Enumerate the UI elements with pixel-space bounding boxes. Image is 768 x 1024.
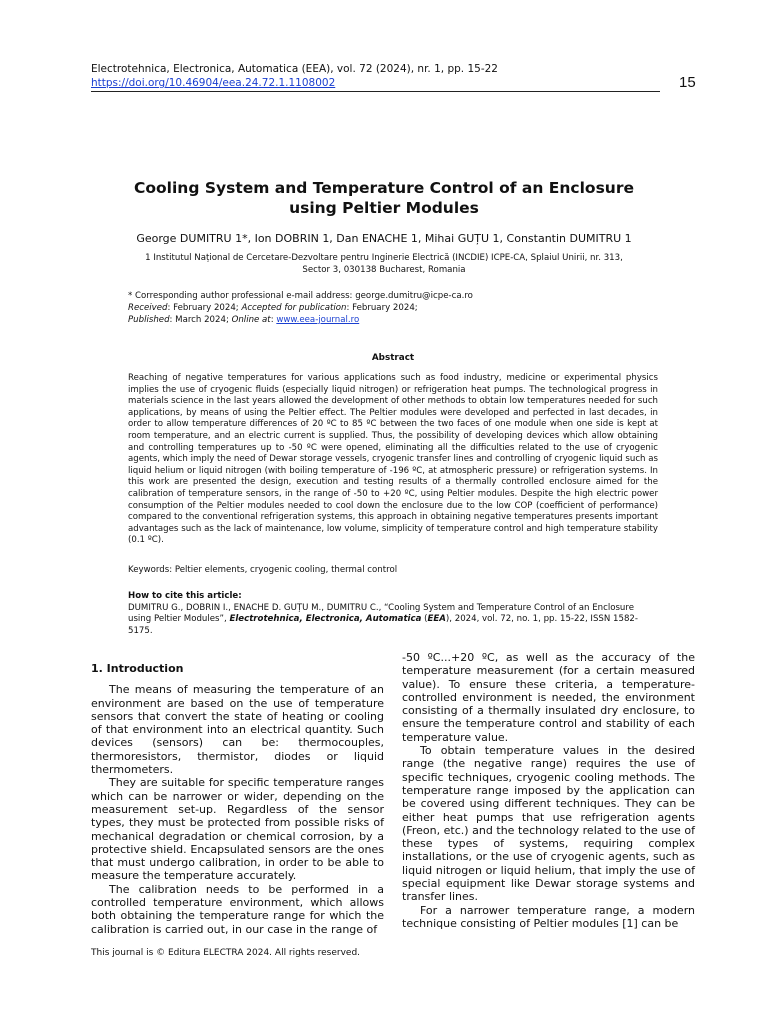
section-heading-introduction: 1. Introduction (91, 662, 184, 675)
online-sep: : (270, 314, 277, 325)
accepted-label: Accepted for publication (241, 302, 347, 313)
citation-text-part1: DUMITRU G., DOBRIN I., ENACHE D. GUȚU M., DUMITRU C., “Cooling System and Temperature Control of an Enclosure using Peltier Modules”, (128, 602, 635, 625)
accepted-date: : February 2024; (346, 302, 418, 313)
abstract-text: Reaching of negative temperatures for various applications such as food industry, medicine or experimental physics implies the use of cryogenic fluids (especially liquid nitrogen) or refrigeration heat pumps. The technological progress in materials science in the last years allowed the development of other methods to obtain low temperatures needed for such applications, by means of using the Peltier effect. The Peltier modules were developed and perfected in last decades, in order to allow temperature differences of 20 ºC to 85 ºC between the two faces of one module when one side is kept at room temperature, and an electric current is supplied. Thus, the possibility of developing devices which allow obtaining and controlling temperatures up to -50 ºC were opened, eliminating all the difficulties related to the use of cryogenic agents, which imply the need of Dewar storage vessels, cryogenic transfer lines and controlling of cryogenic liquid such as liquid helium or liquid nitrogen (with boiling temperature of -196 ºC, at atmospheric pressure) or refrigeration systems. In this work are presented the design, execution and testing results of a thermally controlled enclosure aimed for the calibration of temperature sensors, in the range of -50 to +20 ºC, using Peltier modules. Despite the high electric power consumption of the Peltier modules needed to cool down the enclosure due to the low COP (coefficient of performance) compared to the conventional refrigeration systems, this approach in obtaining negative temperatures presents important advantages such as the lack of maintenance, low volume, simplicity of temperature control and high temperature stability (0.1 ºC). (128, 373, 658, 546)
journal-citation-line: Electrotehnica, Electronica, Automatica (EEA), vol. 72 (2024), nr. 1, pp. 15-22 (91, 63, 498, 75)
doi-link[interactable]: https://doi.org/10.46904/eea.24.72.1.1108002 (91, 77, 336, 89)
journal-header (91, 62, 660, 92)
copyright-footer: This journal is © Editura ELECTRA 2024. All rights reserved. (91, 948, 361, 958)
citation-text (128, 603, 658, 638)
page-number: 15 (679, 74, 696, 91)
body-column-left (91, 651, 384, 936)
intro-paragraph-1: The means of measuring the temperature of an environment are based on the use of temperature sensors that convert the state of heating or cooling of that environment into an electrical quantity. Such devices (sensors) can be: thermocouples, thermoresistors, thermistor, diodes or liquid thermometers. (91, 683, 384, 777)
intro-paragraph-4: To obtain temperature values in the desired range (the negative range) requires the use of specific techniques, cryogenic cooling methods. The temperature range imposed by the application can be covered using different techniques. They can be either heat pumps that use refrigeration agents (Freon, etc.) and the technology related to the use of these types of systems, requiring complex installations, or the use of cryogenic agents, such as liquid nitrogen or liquid helium, that imply the use of special equipment like Dewar storage systems and transfer lines. (402, 744, 695, 904)
keywords-text: : Peltier elements, cryogenic cooling, thermal control (169, 565, 398, 575)
intro-paragraph-3-cont: -50 ºC...+20 ºC, as well as the accuracy of the temperature measurement (for a certain measured value). To ensure these criteria, a temperature-controlled environment is needed, the environment consisting of a thermally insulated dry enclosure, to ensure the temperature control and stability of each temperature value. (402, 651, 695, 744)
keywords-label: Keywords (128, 565, 170, 575)
author-list: George DUMITRU 1*, Ion DOBRIN 1, Dan ENACHE 1, Mihai GUȚU 1, Constantin DUMITRU 1 (136, 232, 632, 245)
affiliation-line-1: 1 Institutul Național de Cercetare-Dezvoltare pentru Inginerie Electrică (INCDIE) ICPE-CA, Splaiul Unirii, nr. 313, (145, 253, 623, 263)
received-date: : February 2024; (167, 302, 242, 313)
intro-paragraph-2: They are suitable for specific temperature ranges which can be narrower or wider, depending on the measurement set-up. Regardless of the sensor types, they must be protected from possible risks of mechanical degradation or chemical corrosion, by a protective shield. Encapsulated sensors are the ones that must undergo calibration, in order to be able to measure the temperature accurately. (91, 776, 384, 883)
published-line (128, 315, 658, 327)
citation-text-part3: ), 2024, vol. 72, no. 1, pp. 15-22, ISSN 1582-5175. (128, 614, 638, 636)
affiliation (110, 253, 658, 277)
abstract-heading: Abstract (371, 353, 415, 363)
citation-block (128, 591, 658, 637)
citation-journal: Electrotehnica, Electronica, Automatica (229, 614, 422, 625)
keywords (128, 565, 658, 577)
citation-text-part2: ( (421, 614, 428, 625)
paper-title: Cooling System and Temperature Control of an Enclosure using Peltier Modules (134, 179, 634, 217)
published-date: : March 2024; (169, 314, 232, 325)
journal-website-link[interactable]: www.eea-journal.ro (276, 314, 360, 325)
corresponding-author: * Corresponding author professional e-mail address: george.dumitru@icpe-ca.ro (128, 291, 473, 301)
received-label: Received (128, 302, 168, 313)
citation-eea: EEA (427, 614, 446, 625)
intro-paragraph-3: The calibration needs to be performed in a controlled temperature environment, which allows both obtaining the temperature range for which the calibration is carried out, in our case in the range of (91, 882, 384, 936)
article-metadata (128, 291, 658, 326)
intro-paragraph-5: For a narrower temperature range, a modern technique consisting of Peltier modules [1] can be (402, 903, 695, 930)
body-column-right (402, 651, 695, 930)
published-label: Published (128, 314, 170, 325)
received-accepted-line (128, 303, 658, 315)
affiliation-line-2: Sector 3, 030138 Bucharest, Romania (302, 264, 466, 275)
citation-heading: How to cite this article: (128, 591, 242, 601)
online-label: Online at (231, 314, 271, 325)
